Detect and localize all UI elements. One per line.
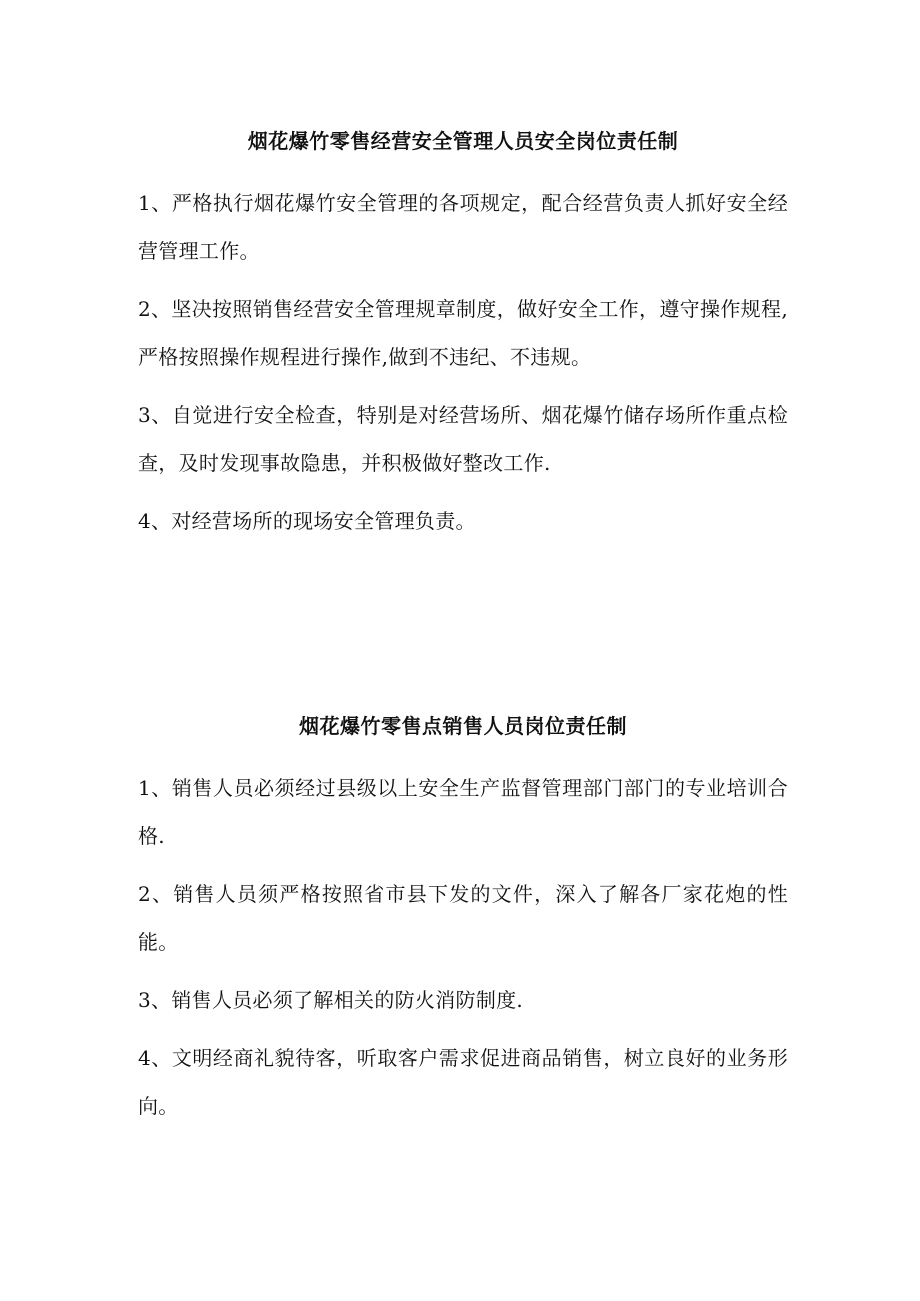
list-item: 4、文明经商礼貌待客，听取客户需求促进商品销售，树立良好的业务形向。 (138, 1046, 788, 1118)
section-title: 烟花爆竹零售点销售人员岗位责任制 (299, 714, 627, 738)
list-item: 3、销售人员必须了解相关的防火消防制度. (138, 988, 524, 1012)
section-safety-manager (138, 123, 788, 555)
section-sales-staff (138, 708, 788, 1140)
list-item: 3、自觉进行安全检查，特别是对经营场所、烟花爆竹储存场所作重点检查，及时发现事故隐患，并积极做好整改工作. (138, 403, 788, 475)
list-item: 1、严格执行烟花爆竹安全管理的各项规定，配合经营负责人抓好安全经营管理工作。 (138, 191, 788, 263)
section-title: 烟花爆竹零售经营安全管理人员安全岗位责任制 (247, 129, 679, 153)
list-item: 2、销售人员须严格按照省市县下发的文件，深入了解各厂家花炮的性能。 (138, 882, 788, 954)
list-item: 2、坚决按照销售经营安全管理规章制度，做好安全工作，遵守操作规程,严格按照操作规程进行操作,做到不违纪、不违规。 (138, 297, 788, 369)
list-item: 4、对经营场所的现场安全管理负责。 (138, 509, 476, 533)
list-item: 1、销售人员必须经过县级以上安全生产监督管理部门部门的专业培训合格. (138, 776, 788, 848)
